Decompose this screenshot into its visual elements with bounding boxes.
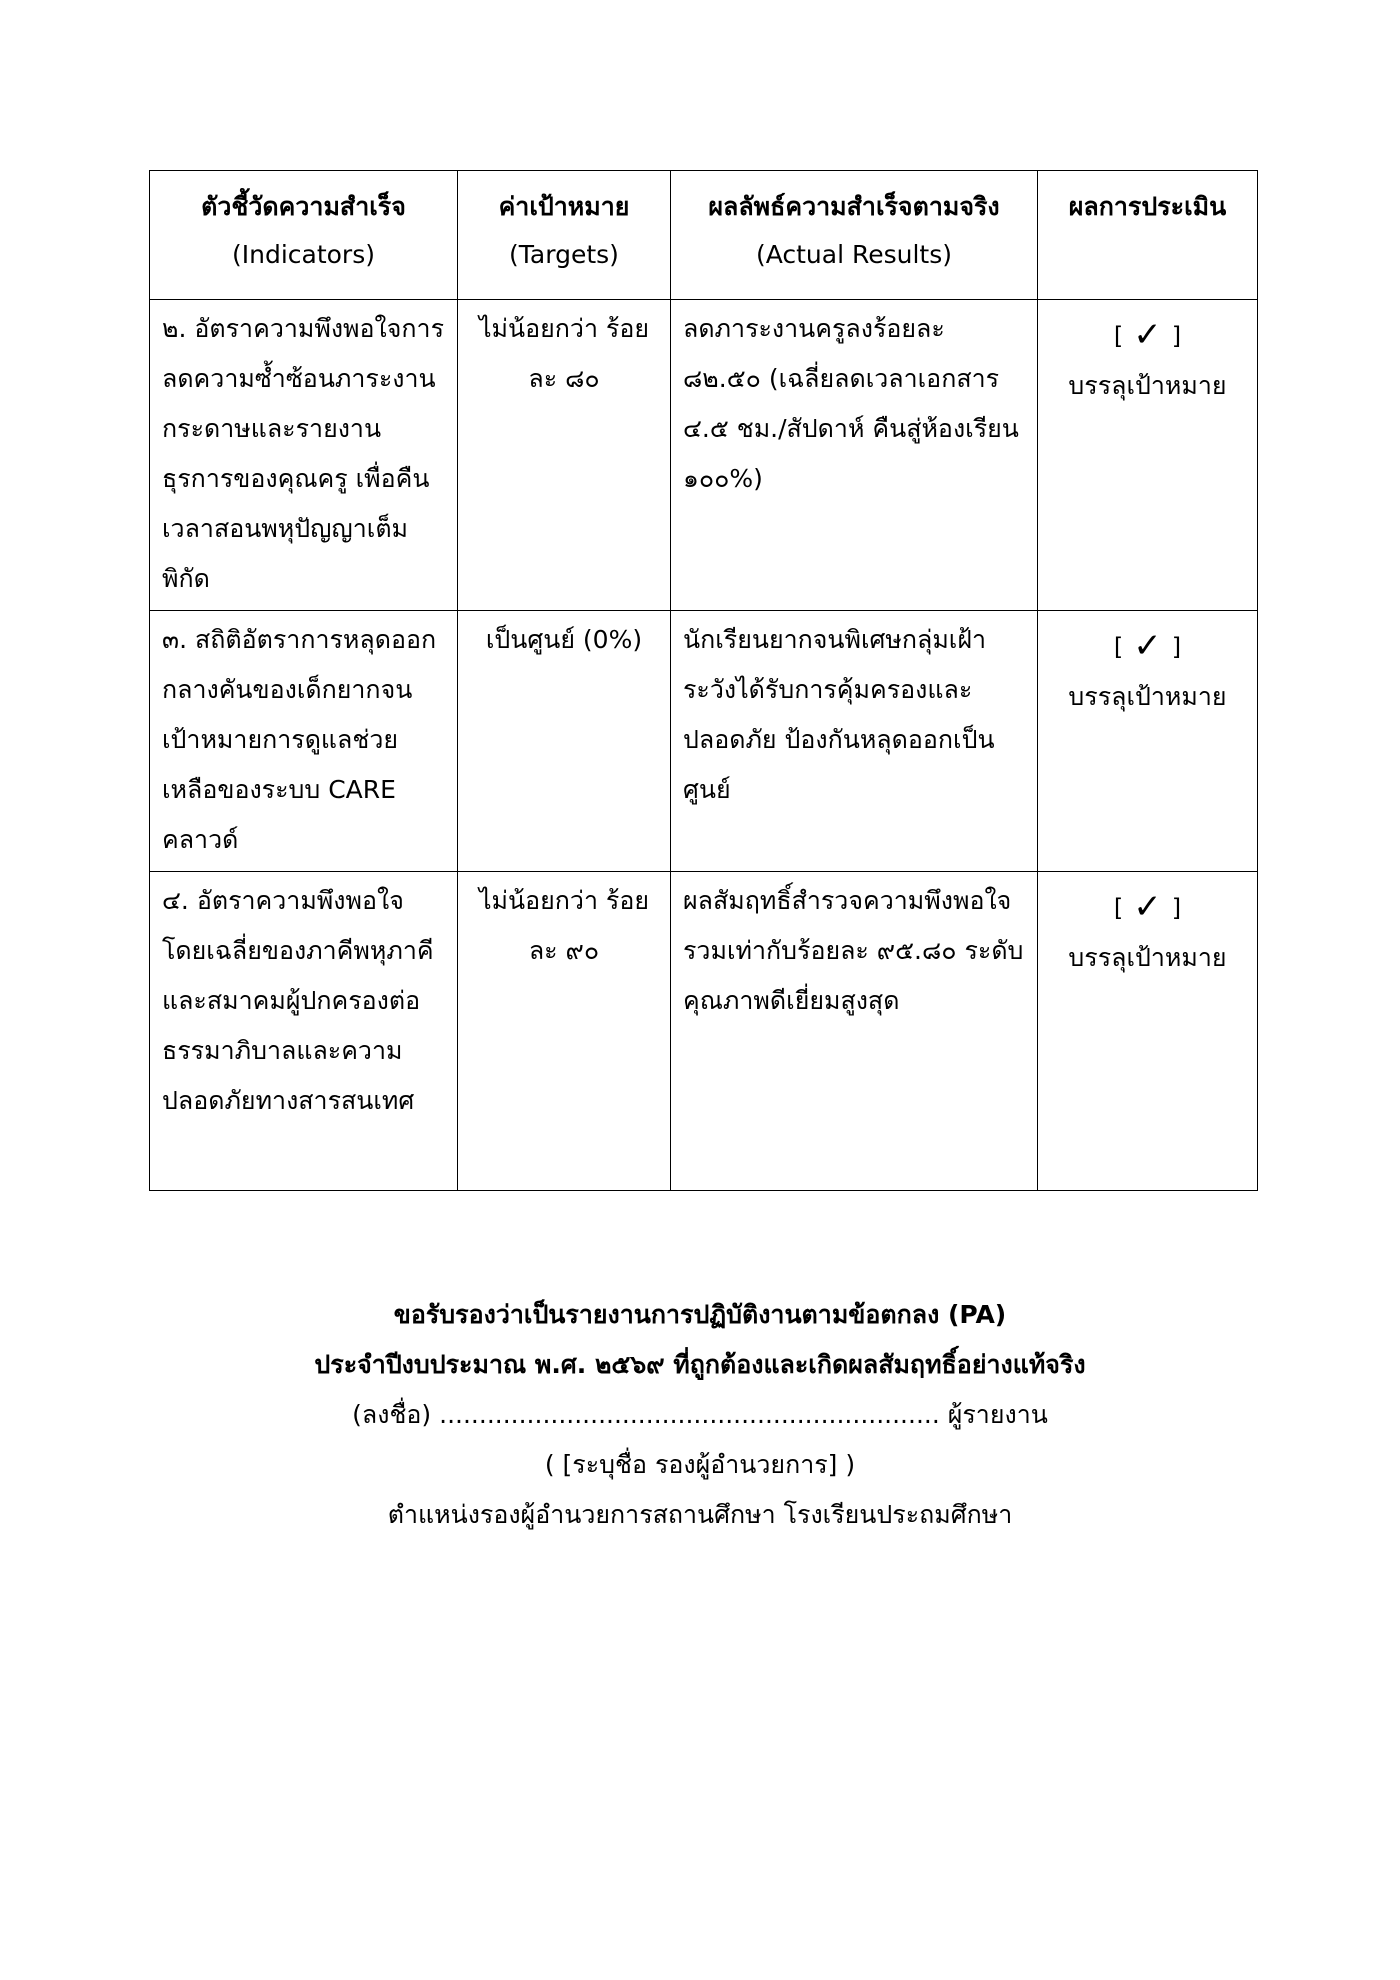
- checkbox-open-bracket: [: [1113, 633, 1124, 661]
- header-assessment-th: ผลการประเมิน: [1068, 192, 1227, 221]
- status-label: บรรลุเป้าหมาย: [1068, 682, 1227, 711]
- checkbox-open-bracket: [: [1113, 322, 1124, 350]
- checkbox-close-bracket: ]: [1171, 322, 1182, 350]
- assessment-cell: [1038, 611, 1258, 872]
- signature-line: (ลงชื่อ) ............................................................... ผู้รายงาน: [352, 1400, 1048, 1429]
- target-cell: ไม่น้อยกว่า ร้อยละ ๙๐: [458, 872, 671, 1191]
- kpi-evaluation-table: [149, 170, 1258, 1191]
- header-targets: [458, 171, 671, 300]
- checkbox-checked: [1050, 876, 1245, 933]
- certification-heading-line2: ประจำปีงบประมาณ พ.ศ. ๒๕๖๙ ที่ถูกต้องและเกิดผลสัมฤทธิ์อย่างแท้จริง: [314, 1350, 1086, 1379]
- table-row: [150, 300, 1258, 611]
- header-indicators-en: (Indicators): [231, 240, 375, 269]
- signatory-position: ตำแหน่งรองผู้อำนวยการสถานศึกษา โรงเรียนประถมศึกษา: [387, 1500, 1013, 1529]
- header-assessment: [1038, 171, 1258, 300]
- certification-heading-line1: ขอรับรองว่าเป็นรายงานการปฏิบัติงานตามข้อตกลง (PA): [393, 1300, 1007, 1329]
- result-cell: ลดภาระงานครูลงร้อยละ ๘๒.๕๐ (เฉลี่ยลดเวลาเอกสาร ๔.๕ ชม./สัปดาห์ คืนสู่ห้องเรียน ๑๐๐%): [671, 300, 1038, 611]
- status-label: บรรลุเป้าหมาย: [1068, 943, 1227, 972]
- assessment-cell: [1038, 872, 1258, 1191]
- checkmark-icon: ✓: [1133, 315, 1162, 355]
- checkbox-open-bracket: [: [1113, 894, 1124, 922]
- result-cell: นักเรียนยากจนพิเศษกลุ่มเฝ้าระวังได้รับการคุ้มครองและปลอดภัย ป้องกันหลุดออกเป็นศูนย์: [671, 611, 1038, 872]
- target-cell: ไม่น้อยกว่า ร้อยละ ๘๐: [458, 300, 671, 611]
- certification-block: [0, 1290, 1400, 1540]
- header-actual-results-th: ผลลัพธ์ความสำเร็จตามจริง: [708, 192, 1000, 221]
- checkbox-close-bracket: ]: [1171, 633, 1182, 661]
- checkmark-icon: ✓: [1133, 887, 1162, 927]
- indicator-cell: ๔. อัตราความพึงพอใจโดยเฉลี่ยของภาคีพหุภาคีและสมาคมผู้ปกครองต่อธรรมาภิบาลและความปลอดภัยทางสารสนเทศ: [150, 872, 458, 1191]
- table-row: [150, 611, 1258, 872]
- signatory-name: ( [ระบุชื่อ รองผู้อำนวยการ] ): [544, 1450, 856, 1479]
- table-row: [150, 872, 1258, 1191]
- table-header-row: [150, 171, 1258, 300]
- header-indicators-th: ตัวชี้วัดความสำเร็จ: [201, 192, 406, 221]
- header-indicators: [150, 171, 458, 300]
- header-actual-results-en: (Actual Results): [755, 240, 953, 269]
- header-actual-results: [671, 171, 1038, 300]
- assessment-cell: [1038, 300, 1258, 611]
- result-cell: ผลสัมฤทธิ์สำรวจความพึงพอใจรวมเท่ากับร้อยละ ๙๕.๘๐ ระดับคุณภาพดีเยี่ยมสูงสุด: [671, 872, 1038, 1191]
- checkbox-close-bracket: ]: [1171, 894, 1182, 922]
- indicator-cell: ๒. อัตราความพึงพอใจการลดความซ้ำซ้อนภาระงานกระดาษและรายงานธุรการของคุณครู เพื่อคืนเวลาสอนพหุปัญญาเต็มพิกัด: [150, 300, 458, 611]
- indicator-cell: ๓. สถิติอัตราการหลุดออกกลางคันของเด็กยากจนเป้าหมายการดูแลช่วยเหลือของระบบ CARE คลาวด์: [150, 611, 458, 872]
- checkbox-checked: [1050, 615, 1245, 672]
- status-label: บรรลุเป้าหมาย: [1068, 371, 1227, 400]
- header-targets-th: ค่าเป้าหมาย: [498, 192, 630, 221]
- checkmark-icon: ✓: [1133, 626, 1162, 666]
- header-targets-en: (Targets): [509, 240, 619, 269]
- checkbox-checked: [1050, 304, 1245, 361]
- target-cell: เป็นศูนย์ (0%): [458, 611, 671, 872]
